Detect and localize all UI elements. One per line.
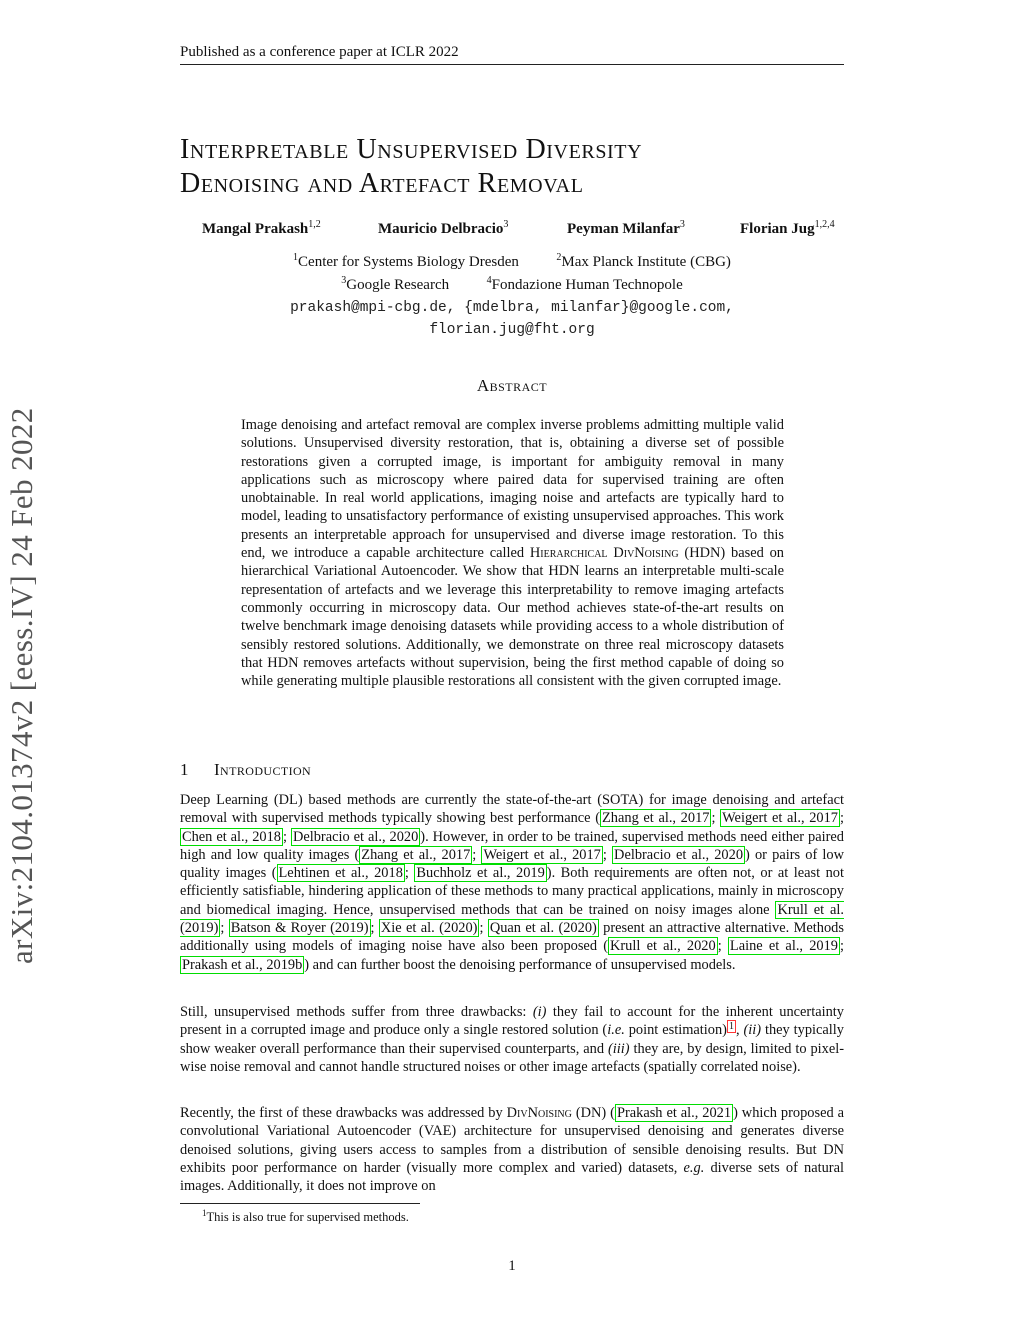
citation-link[interactable]: Buchholz et al., 2019 (416, 865, 545, 882)
citation-link[interactable]: Prakash et al., 2021 (616, 1105, 732, 1121)
citation-link[interactable]: Quan et al. (2020) (489, 920, 597, 937)
page-number: 1 (508, 1258, 516, 1274)
footnote: $^1$This is also true for supervised methods. (202, 1208, 409, 1225)
citation-link[interactable]: Zhang et al., 2017 (361, 846, 471, 863)
citation-link[interactable]: Delbracio et al., 2020 (292, 828, 419, 845)
arxiv-identifier: arXiv:2104.01374v2 [eess.IV] 24 Feb 2022 (4, 407, 39, 964)
abstract-heading: Abstract (476, 376, 548, 395)
citation-link[interactable]: Chen et al., 2018 (182, 828, 281, 845)
divnoising-name: DivNoising (506, 1105, 572, 1121)
author-2: Mauricio Delbracio$^3$ (378, 219, 509, 237)
title-line-2: Denoising and Artefact Removal (180, 168, 584, 199)
citation-link[interactable]: Weigert et al., 2017 (722, 810, 838, 827)
citation-link[interactable]: Weigert et al., 2017 (483, 846, 601, 863)
header-rule (180, 64, 844, 65)
citation-link[interactable]: Delbracio et al., 2020 (614, 846, 744, 863)
intro-paragraph-2: Still, unsupervised methods suffer from three drawbacks: (i) they fail to account for the inherent uncertainty present in a corrupted image and produce only a single restored solution (i.e. point estimation) $^1$ , (ii) they typically show weaker overall performance than their supervised counterparts, and (iii) they are, by design, limited to pixel-wise noise removal and cannot handle structured noises or other image artefacts (spatially correlated noise). (180, 1004, 845, 1075)
citation-link[interactable]: Laine et al., 2019 (729, 938, 838, 955)
author-3: Peyman Milanfar$^3$ (567, 219, 685, 237)
citation-link[interactable]: Batson & Royer (2019) (230, 920, 369, 937)
affiliations-line-2: $^3$Google Research $^4$Fondazione Human Technopole (341, 275, 683, 293)
author-1: Mangal Prakash$^{1,2}$ (202, 219, 321, 237)
paper-title (180, 133, 860, 201)
citation-link[interactable]: Prakash et al., 2019b (182, 956, 303, 973)
section-heading-introduction: 1 Introduction (180, 760, 312, 779)
citation-link[interactable]: Zhang et al., 2017 (602, 810, 710, 827)
footnote-rule (180, 1203, 420, 1204)
affiliations-line-1: $^1$Center for Systems Biology Dresden $^2$Max Planck Institute (CBG) (293, 252, 731, 270)
title-line-1: Interpretable Unsupervised Diversity (180, 134, 643, 165)
citation-link[interactable]: Lehtinen et al., 2018 (278, 865, 403, 882)
intro-paragraph-1: Deep Learning (DL) based methods are currently the state-of-the-art (SOTA) for image denoising and artefact removal with supervised methods typically showing best performance ( Zhang et al., 2017 ; Weigert et al., 2017 ; Chen et al., 2018 ; Delbracio et al., 2020 ). However, in order to be trained, supervised methods need either paired high and low quality images ( Zhang et al., 2017 ; Weigert et al., 2017 ; Delbracio et al., 2020 ) or pairs of low quality images ( Lehtinen et al., 2018 ; Buchholz et al., 2019 ). Both requirements are often not, or at least not efficiently satisfiable, hindering application of these methods to many practical applications, mainly in microscopy and biomedical imaging. Hence, unsupervised methods that can be trained on noisy images alone Krull et al. (2019) ; Batson & Royer (2019) ; Xie et al. (2020) ; Quan et al. (2020) present an attractive alternative. Methods additionally using models of imaging noise have also been proposed ( Krull et al., 2020 ; Laine et al., 2019 ; Prakash et al., 2019b ) and can further boost the denoising performance of unsupervised models. (180, 792, 844, 973)
intro-paragraph-3: Recently, the first of these drawbacks was addressed by DivNoising (DN) ( Prakash et al., 2021 ) which proposed a convolutional Variational Autoencoder (VAE) architecture for unsupervised denoising and generates diverse denoised solutions, giving users access to samples from a distribution of sensible denoising results. But DN exhibits poor performance on harder (visually more complex and varied) datasets, e.g. diverse sets of natural images. Additionally, it does not improve on (180, 1105, 845, 1195)
footnote-marker[interactable]: 1 (728, 1020, 734, 1032)
email-line-1: prakash@mpi-cbg.de, {mdelbra, milanfar}@google.com, (290, 300, 734, 316)
author-4: Florian Jug$^{1,2,4}$ (740, 219, 835, 237)
citation-link[interactable]: Krull et al., 2020 (610, 938, 716, 955)
running-header: Published as a conference paper at ICLR 2022 (180, 44, 459, 60)
method-name: Hierarchical DivNoising (529, 545, 679, 562)
citation-link[interactable]: Xie et al. (2020) (380, 920, 478, 937)
citation-link[interactable]: Krull et al. (2019) (180, 901, 844, 937)
abstract-text: Image denoising and artefact removal are complex inverse problems admitting multiple valid solutions. Unsupervised diversity restoration, that is, obtaining a diverse set of possible restorations given a corrupted image, is important for ambiguity removal in many applications such as microscopy where paired data for supervised training are often unobtainable. In real world applications, imaging noise and artefacts are typically hard to model, leading to unsatisfactory performance of existing unsupervised approaches. This work presents an interpretable approach for unsupervised and diverse image restoration. To this end, we introduce a capable architecture called Hierarchical DivNoising (HDN) based on hierarchical Variational Autoencoder. We show that HDN learns an interpretable multi-scale representation of artefacts and we leverage this interpretability to remove imaging artefacts commonly occurring in microscopy data. Our method achieves state-of-the-art results on twelve benchmark image denoising datasets while providing access to a whole distribution of sensibly restored solutions. Additionally, we demonstrate on three real microscopy datasets that HDN removes artefacts without supervision, being the first method capable of doing so while generating multiple plausible restorations all consistent with the given corrupted image. (241, 417, 784, 690)
email-line-2: florian.jug@fht.org (429, 322, 595, 338)
